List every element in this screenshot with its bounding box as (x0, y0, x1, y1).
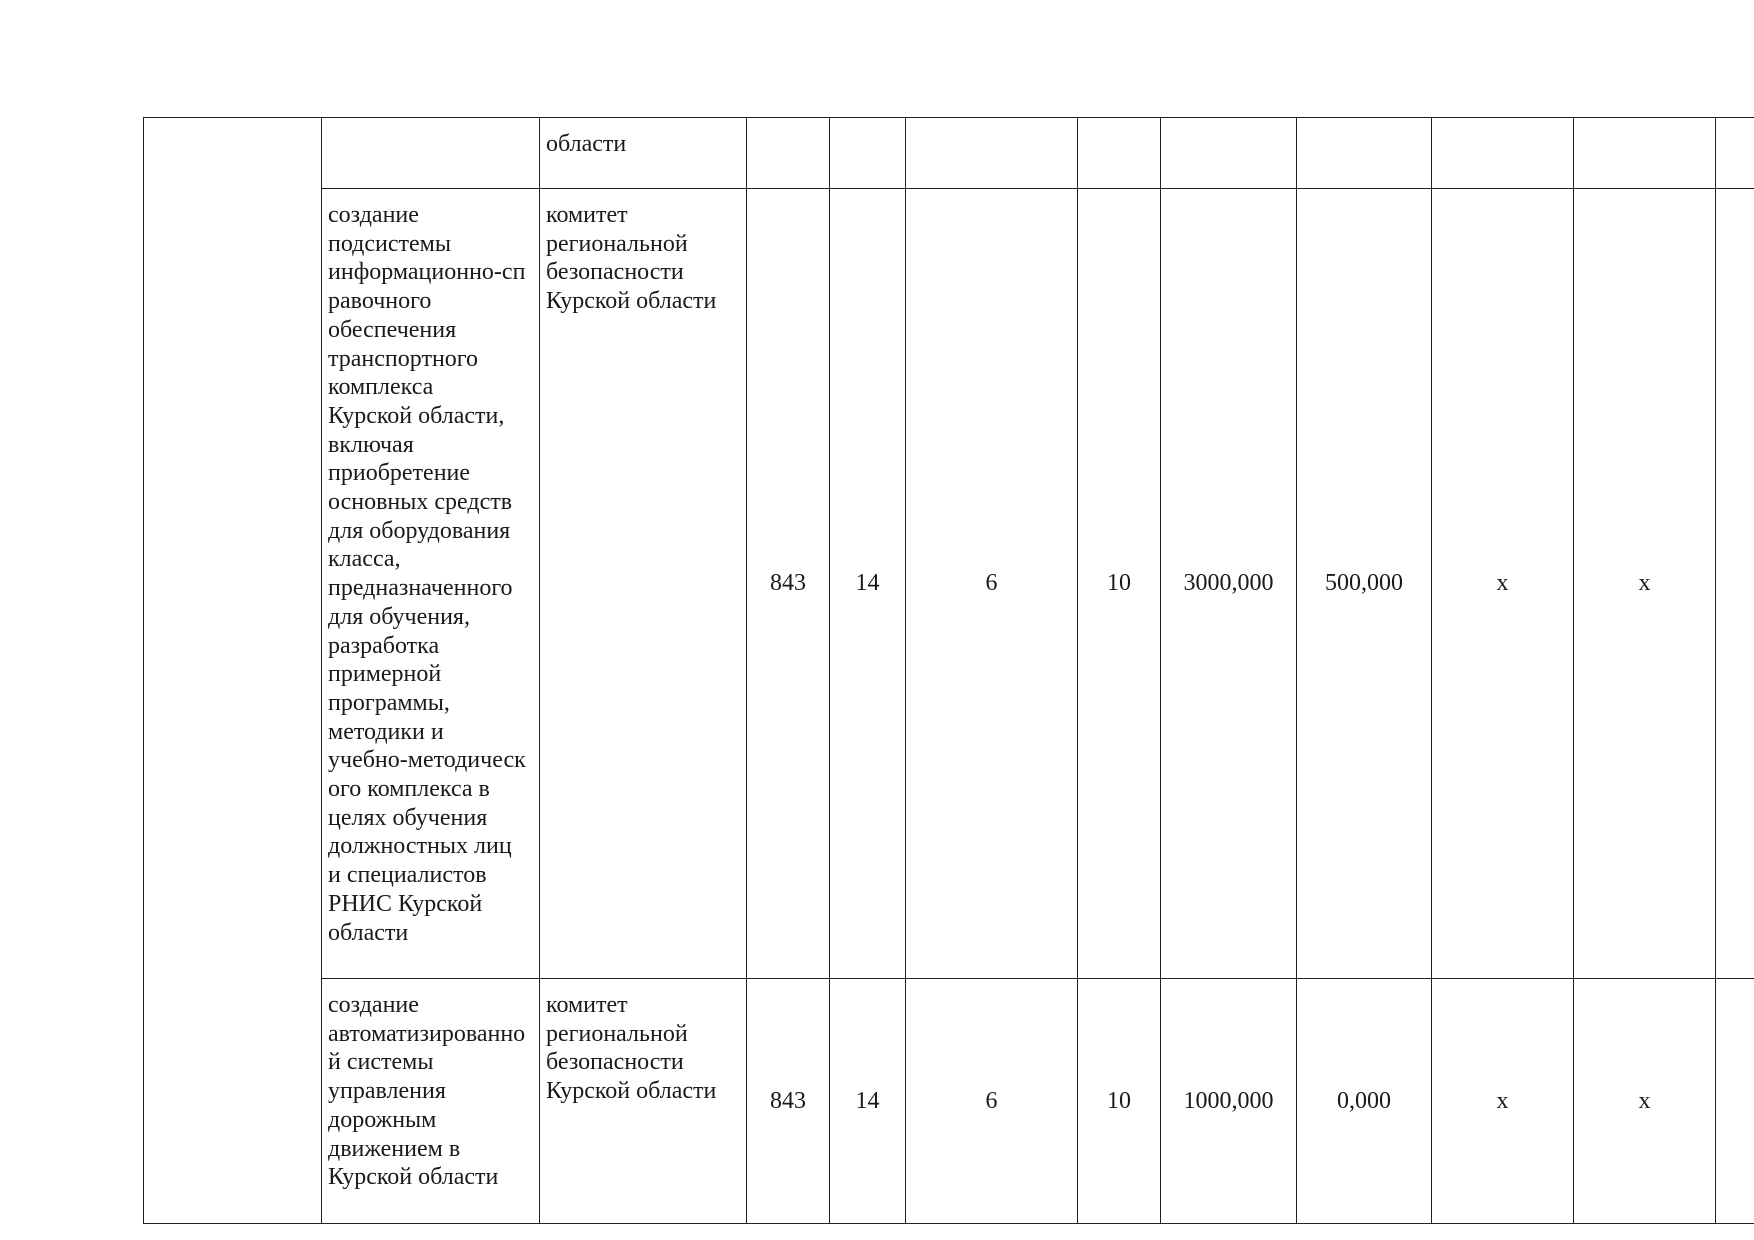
rz-cell: 14 (830, 189, 906, 979)
pr-cell: 6 (906, 979, 1078, 1224)
executor-cell: комитет региональной безопасности Курской области (540, 189, 747, 979)
col9-cell: х (1432, 979, 1574, 1224)
pr-cell: 6 (906, 189, 1078, 979)
cut-cell (1716, 189, 1754, 979)
sum1-cell (1161, 118, 1297, 189)
col9-cell (1432, 118, 1574, 189)
rz-cell (830, 118, 906, 189)
cut-cell (1716, 118, 1754, 189)
cut-cell (1716, 979, 1754, 1224)
sum1-cell: 3000,000 (1161, 189, 1297, 979)
col10-cell: х (1574, 979, 1716, 1224)
col10-cell (1574, 118, 1716, 189)
table-row (144, 189, 1754, 979)
pr-cell (906, 118, 1078, 189)
executor-cell: комитет региональной безопасности Курской области (540, 979, 747, 1224)
measure-name-cell: создание подсистемы информационно-справочного обеспечения транспортного комплекса Курской области, включая приобретение основных средств для оборудования класса, предназначенного для обучения, разработка примерной программы, методики и учебно-методического комплекса в целях обучения должностных лиц и специалистов РНИС Курской области (322, 189, 540, 979)
vr-cell (1078, 118, 1161, 189)
col9-cell: х (1432, 189, 1574, 979)
table-row (144, 979, 1754, 1224)
sum1-cell: 1000,000 (1161, 979, 1297, 1224)
rz-cell: 14 (830, 979, 906, 1224)
grbs-cell: 843 (747, 189, 830, 979)
budget-table (143, 117, 1754, 1224)
sum2-cell: 500,000 (1297, 189, 1432, 979)
grbs-cell (747, 118, 830, 189)
measure-name-cell: создание автоматизированной системы управления дорожным движением в Курской области (322, 979, 540, 1224)
measure-name-cell (322, 118, 540, 189)
table-row (144, 118, 1754, 189)
sum2-cell (1297, 118, 1432, 189)
executor-cell: области (540, 118, 747, 189)
col10-cell: х (1574, 189, 1716, 979)
vr-cell: 10 (1078, 979, 1161, 1224)
sum2-cell: 0,000 (1297, 979, 1432, 1224)
vr-cell: 10 (1078, 189, 1161, 979)
grbs-cell: 843 (747, 979, 830, 1224)
program-cell (144, 118, 322, 1224)
